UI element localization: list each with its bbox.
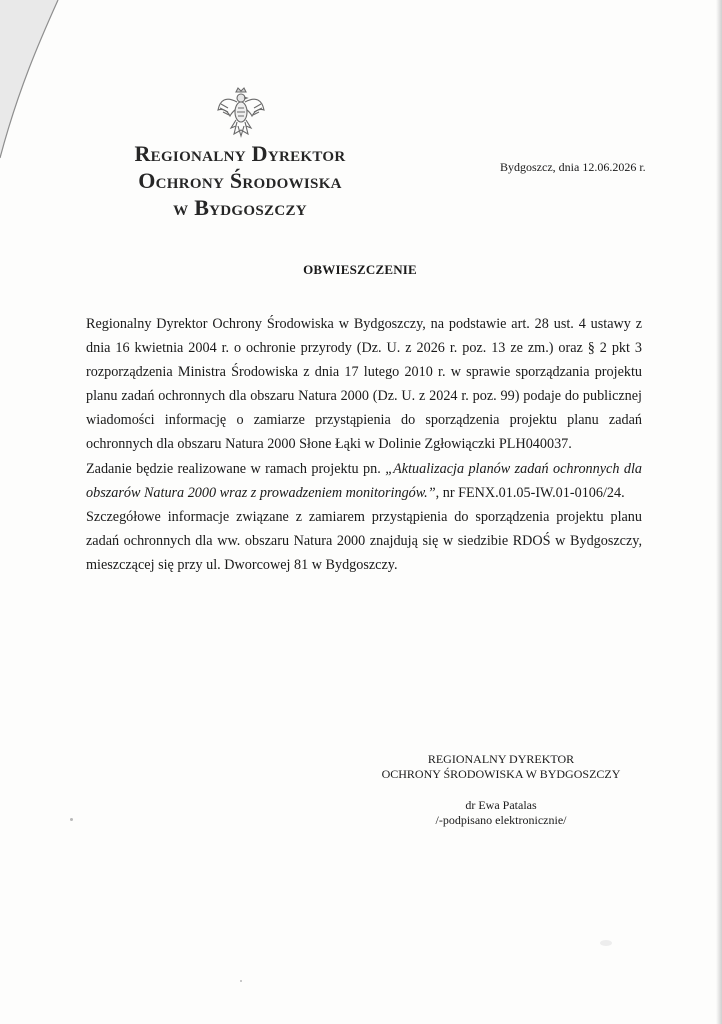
body-paragraph-1: Regionalny Dyrektor Ochrony Środowiska w Bydgoszczy, na podstawie art. 28 ust. 4 ustawy z dnia 16 kwietnia 2004 r. o ochronie przyrody (Dz. U. z 2026 r. poz. 13 ze zm.) oraz § 2 pkt 3 rozporządzenia Ministra Środowiska z dnia 17 lutego 2010 r. w sprawie sporządzania projektu planu zadań ochronnych dla obszaru Natura 2000 (Dz. U. z 2024 r. poz. 99) podaje do publicznej wiadomości informację o zamiarze przystąpienia do sporządzenia projektu planu zadań ochronnych dla obszaru Natura 2000 Słone Łąki w Dolinie Zgłowiączki PLH040037. [86,316,642,453]
signatory-name: dr Ewa Patalas [465,798,537,812]
scan-corner-shadow [0,0,60,160]
project-title: „Aktualizacja planów zadań ochronnych dla obszarów Natura 2000 wraz z prowadzeniem monitoringów.” [86,460,642,501]
paragraph-2-suffix: , nr FENX.01.05-IW.01-0106/24. [435,484,625,501]
organization-name-line-1: Regionalny Dyrektor [134,141,346,166]
polish-eagle-icon [216,86,266,138]
signature-spacer [370,782,632,798]
scan-edge-shadow [716,0,722,1024]
scan-speck [600,940,612,946]
signature-title-line-2: OCHRONY ŚRODOWISKA W BYDGOSZCZY [381,767,621,781]
body-paragraph-2 [86,457,642,505]
scan-speck [70,818,73,821]
scan-speck [240,980,242,982]
signature-block [370,752,632,828]
place-and-date: Bydgoszcz, dnia 12.06.2026 r. [500,160,646,174]
organization-name-line-3: w Bydgoszczy [173,195,307,220]
document-body [86,312,642,577]
signature-note: /-podpisano elektronicznie/ [435,813,567,827]
organization-name-line-2: Ochrony Środowiska [138,168,342,193]
organization-name [100,140,380,221]
document-title: OBWIESZCZENIE [303,262,417,277]
paragraph-2-prefix: Zadanie będzie realizowane w ramach projektu pn. [86,460,386,477]
body-paragraph-3: Szczegółowe informacje związane z zamiarem przystąpienia do sporządzenia projektu planu zadań ochronnych dla ww. obszaru Natura 2000 znajdują się w siedzibie RDOŚ w Bydgoszczy, mieszczącej się przy ul. Dworcowej 81 w Bydgoszczy. [86,508,642,573]
signature-title-line-1: REGIONALNY DYREKTOR [427,752,575,766]
